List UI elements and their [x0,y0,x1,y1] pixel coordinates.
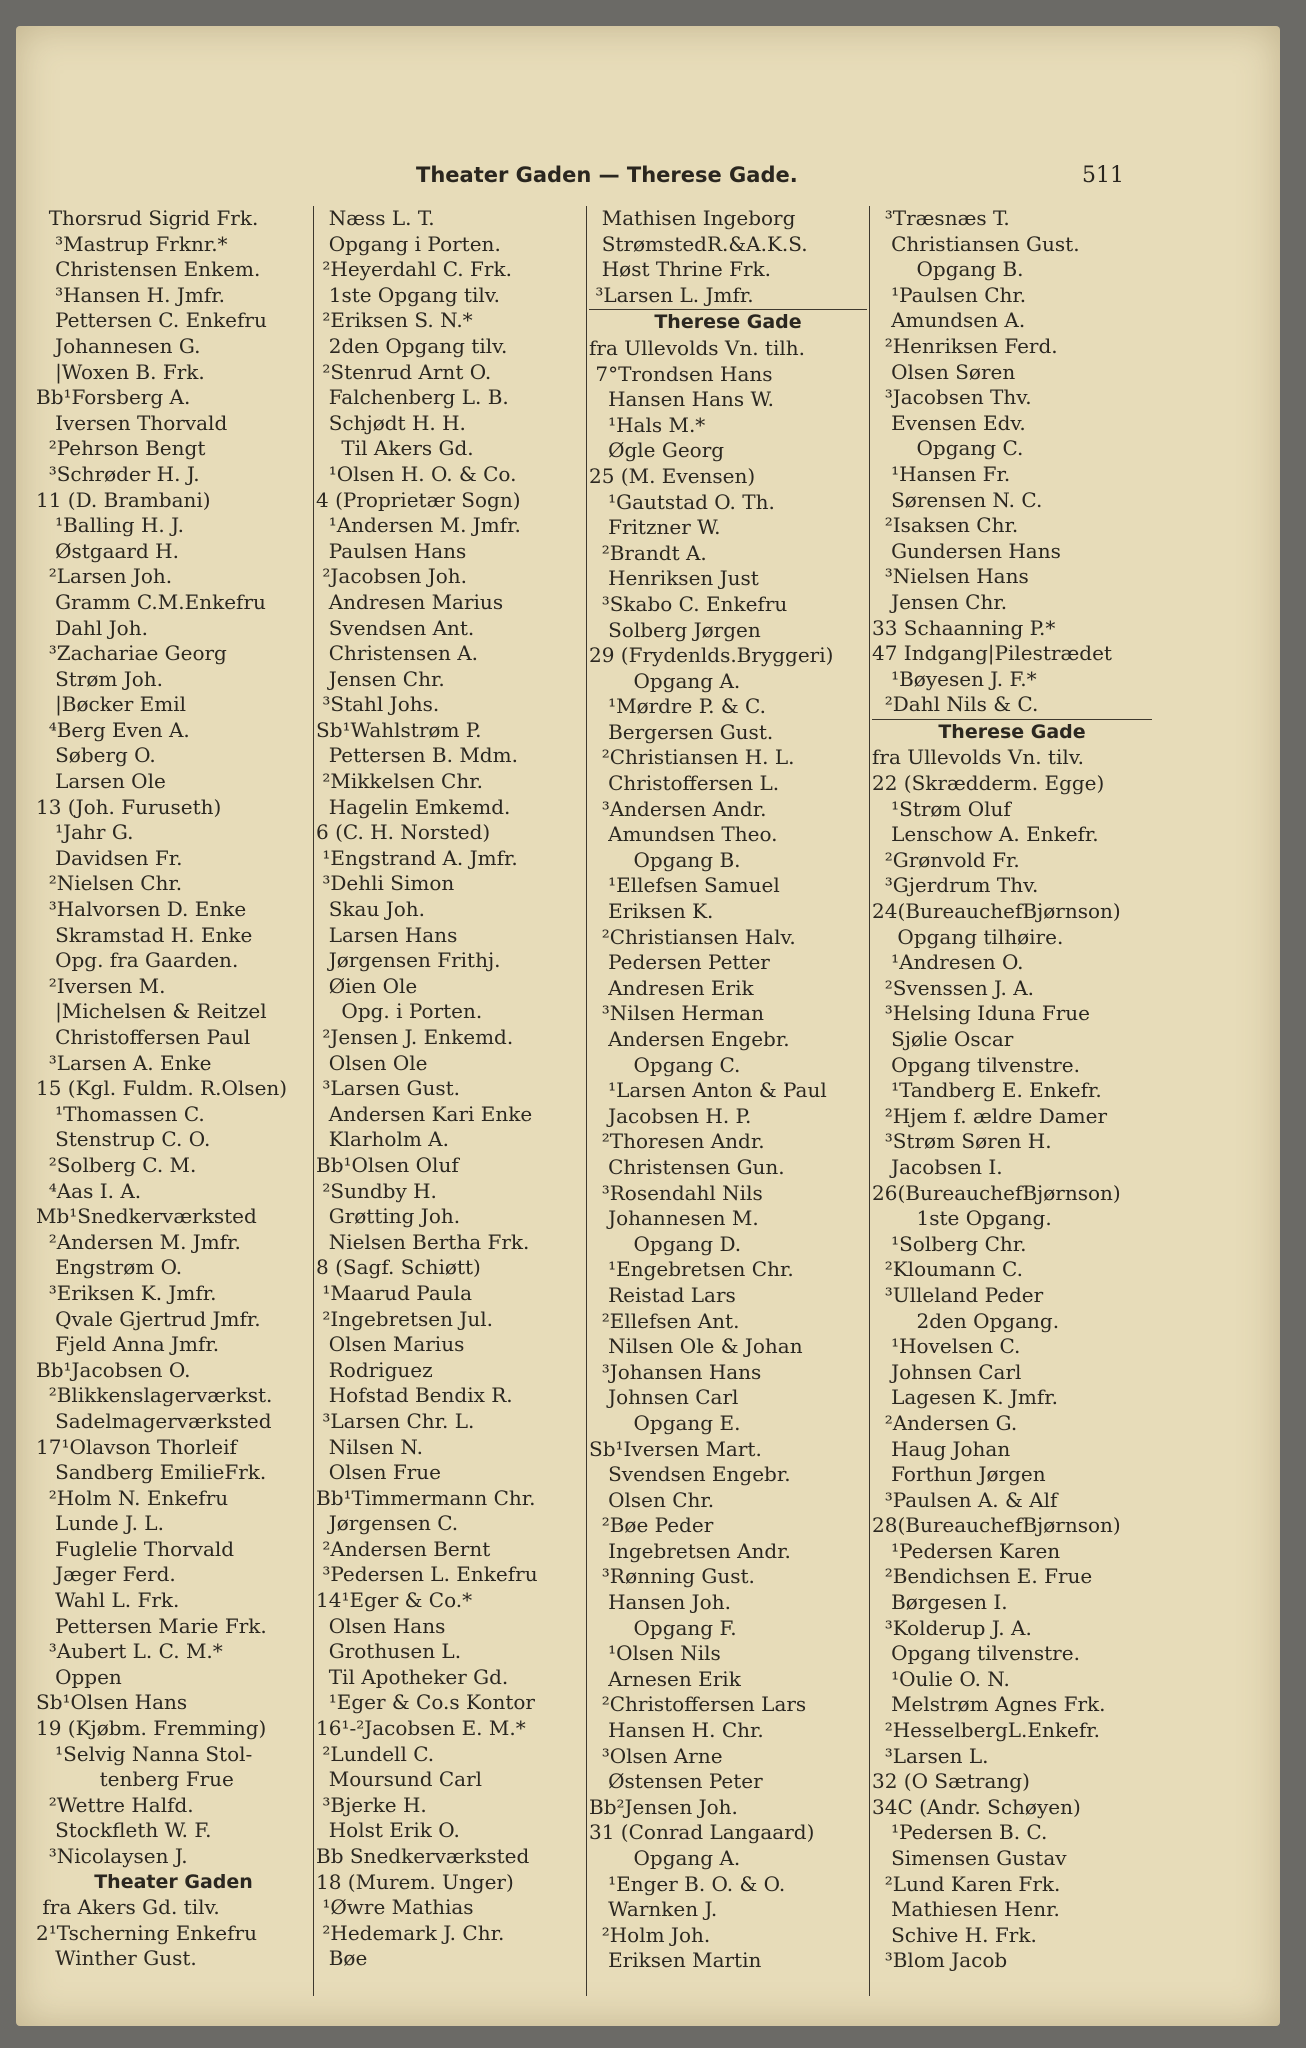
directory-entry: Opgang tilvenstre. [872,1052,1080,1077]
directory-entry: 29 (Frydenlds.Bryggeri) [589,643,834,668]
directory-entry: Lenschow A. Enkefr. [872,822,1099,847]
directory-entry: Jørgensen C. [316,1511,459,1536]
directory-entry: ¹Andresen O. [872,950,1024,975]
directory-entry: Olsen Søren [872,359,1016,384]
directory-entry: ²Kloumann C. [872,1257,1023,1282]
directory-entry: 2den Opgang tilv. [316,333,508,358]
directory-entry: Andresen Erik [589,975,754,1000]
directory-entry: Winther Gust. [36,1946,197,1971]
directory-entry: Oppen [36,1664,122,1689]
directory-entry: Skramstad H. Enke [36,922,253,947]
directory-entry: ³Paulsen A. & Alf [872,1487,1058,1512]
directory-entry: Johannesen G. [36,333,201,358]
directory-entry: Nilsen Ole & Johan [589,1334,803,1359]
directory-entry: Arnesen Erik [589,1666,741,1691]
directory-entry: Forthun Jørgen [872,1462,1046,1487]
directory-entry: ³Larsen L. Jmfr. [589,282,754,307]
directory-entry: ¹Pedersen B. C. [872,1820,1048,1845]
directory-entry: Haug Johan [872,1436,1011,1461]
directory-entry: ²Svenssen J. A. [872,975,1035,1000]
directory-entry: ¹Jahr G. [36,820,134,845]
directory-entry: |Woxen B. Frk. [36,359,205,384]
section-heading: Theater Gaden [94,1870,253,1893]
directory-entry: ²Andersen M. Jmfr. [36,1229,241,1254]
directory-entry: ¹Thomassen C. [36,1101,205,1126]
directory-entry: ²Hedemark J. Chr. [316,1920,505,1945]
directory-entry: Til Akers Gd. [316,436,474,461]
directory-entry: Skau Joh. [316,897,425,922]
directory-entry: Jacobsen I. [872,1154,1003,1179]
directory-entry: Pettersen B. Mdm. [316,743,518,768]
directory-entry: ²Hjem f. ældre Damer [872,1103,1108,1128]
directory-entry: ¹Engebretsen Chr. [589,1257,794,1282]
directory-entry: Wahl L. Frk. [36,1588,180,1613]
directory-entry: ²Brandt A. [589,540,707,565]
directory-entry: Jæger Ferd. [36,1562,176,1587]
directory-entry: Andresen Marius [316,589,504,614]
directory-entry: Reistad Lars [589,1282,736,1307]
directory-entry: Hansen Joh. [589,1590,731,1615]
directory-entry: Opgang tilvenstre. [872,1641,1080,1666]
directory-entry: ²Holm N. Enkefru [36,1485,229,1510]
directory-entry: Til Apotheker Gd. [316,1664,509,1689]
directory-entry: 32 (O Sætrang) [872,1769,1030,1794]
directory-entry: 16¹-²Jacobsen E. M.* [316,1716,526,1741]
directory-entry: ²Jacobsen Joh. [316,564,467,589]
directory-entry: ¹Maarud Paula [316,1280,472,1305]
column-3 [589,206,867,2006]
directory-entry: Grothusen L. [316,1639,462,1664]
directory-entry: Sadelmagerværksted [36,1408,272,1433]
directory-entry: Christensen A. [316,641,479,666]
directory-entry: fra Ullevolds Vn. tilh. [589,335,805,360]
directory-entry: ²Holm Joh. [589,1922,711,1947]
running-title: Theater Gaden — Therese Gade. [416,163,798,187]
directory-entry: Christiansen Gust. [872,231,1080,256]
directory-entry: ¹Eger & Co.s Kontor [316,1690,535,1715]
directory-entry: ²Stenrud Arnt O. [316,359,492,384]
directory-entry: ¹Hals M.* [589,412,706,437]
section-heading: Therese Gade [654,311,802,334]
directory-entry: Sjølie Oscar [872,1027,1014,1051]
directory-entry: ²Dahl Nils & C. [872,692,1039,717]
directory-entry: ²Sundby H. [316,1178,437,1203]
directory-entry: Lagesen K. Jmfr. [872,1385,1059,1410]
directory-entry: Davidsen Fr. [36,845,183,870]
directory-entry: Falchenberg L. B. [316,385,509,410]
directory-entry: Opgang B. [589,847,741,872]
directory-entry: Mathisen Ingeborg [589,206,796,230]
directory-entry: 19 (Kjøbm. Fremming) [36,1716,267,1741]
directory-entry: Næss L. T. [316,206,435,230]
column-2 [316,206,584,2006]
directory-entry: ²Henriksen Ferd. [872,333,1058,358]
directory-entry: ³Larsen L. [872,1743,989,1768]
directory-entry: Dahl Joh. [36,615,148,640]
directory-entry: ⁴Berg Even A. [36,717,190,742]
directory-entry: ²Ingebretsen Jul. [316,1306,494,1331]
directory-entry: Østgaard H. [36,538,179,563]
directory-entry: ¹Hansen Fr. [872,461,1011,486]
directory-entry: Eriksen Martin [589,1948,762,1973]
directory-entry: ³Nielsen Hans [872,564,1029,589]
directory-entry: ³Pedersen L. Enkefru [316,1562,538,1587]
directory-entry: ²HesselbergL.Enkefr. [872,1718,1100,1743]
directory-entry: 47 Indgang|Pilestrædet [872,641,1112,666]
directory-entry: ²Solberg C. M. [36,1152,197,1177]
directory-entry: Pettersen Marie Frk. [36,1613,267,1638]
directory-entry: Svendsen Engebr. [589,1462,791,1487]
directory-entry: Johannesen M. [589,1206,759,1231]
directory-entry: Strøm Joh. [36,666,164,691]
directory-entry: 28(BureauchefBjørnson) [872,1513,1121,1538]
directory-entry: Iversen Thorvald [36,410,228,435]
directory-entry: ³Helsing Iduna Frue [872,1001,1091,1026]
directory-entry: Eriksen K. [589,899,714,924]
directory-entry: Warnken J. [589,1897,718,1922]
directory-entry: ²Heyerdahl C. Frk. [316,257,512,282]
column-divider [313,206,314,1996]
directory-entry: Bøe [316,1946,368,1971]
directory-entry: Opg. fra Gaarden. [36,948,239,973]
directory-entry: 6 (C. H. Norsted) [316,820,491,845]
directory-entry: ¹Enger B. O. & O. [589,1871,786,1896]
directory-entry: 1ste Opgang. [872,1206,1052,1231]
directory-entry: Ingebretsen Andr. [589,1538,791,1563]
directory-entry: 18 (Murem. Unger) [316,1869,514,1894]
directory-entry: Opgang A. [589,668,741,693]
directory-entry: ²Wettre Halfd. [36,1792,194,1817]
directory-entry: ³Strøm Søren H. [872,1129,1052,1154]
directory-entry: Rodriguez [316,1357,433,1382]
directory-entry: 24(BureauchefBjørnson) [872,899,1121,924]
directory-entry: Christensen Enkem. [36,257,261,282]
directory-entry: Bb¹Jacobsen O. [36,1357,191,1382]
directory-entry: Stockfleth W. F. [36,1818,212,1843]
directory-entry: Pedersen Petter [589,950,770,975]
directory-entry: Holst Erik O. [316,1818,460,1843]
directory-entry: Qvale Gjertrud Jmfr. [36,1306,261,1331]
directory-entry: ²Iversen M. [36,973,166,998]
directory-entry: 11 (D. Brambani) [36,487,211,512]
directory-entry: Johnsen Carl [589,1385,739,1410]
directory-entry: Øien Ole [316,973,418,998]
directory-entry: ³Larsen Gust. [316,1076,460,1101]
directory-entry: Opgang B. [872,257,1024,282]
directory-entry: ³Eriksen K. Jmfr. [36,1280,217,1305]
directory-entry: 22 (Skrædderm. Egge) [872,771,1105,796]
directory-entry: Olsen Hans [316,1613,446,1638]
directory-entry: ³Gjerdrum Thv. [872,873,1039,898]
directory-entry: ²Christiansen Halv. [589,924,796,949]
directory-entry: Hagelin Emkemd. [316,794,511,819]
directory-entry: ³Træsnæs T. [872,206,1010,230]
directory-page [16,26,1280,2026]
directory-entry: Opgang A. [589,1846,741,1870]
directory-entry: Christoffersen Paul [36,1025,251,1049]
directory-entry: ¹Øwre Mathias [316,1895,474,1920]
directory-entry: |Bøcker Emil [36,692,186,717]
directory-entry: ⁴Aas I. A. [36,1178,142,1203]
directory-entry: ¹Olsen H. O. & Co. [316,461,517,486]
directory-entry: Olsen Chr. [589,1487,715,1512]
directory-entry: Hansen Hans W. [589,387,774,412]
directory-entry: Mb¹Snedkerværksted [36,1204,257,1229]
directory-entry: ¹Pedersen Karen [872,1538,1061,1563]
directory-entry: Hansen H. Chr. [589,1718,764,1743]
directory-entry: 2¹Tscherning Enkefru [36,1920,257,1945]
directory-entry: ³Hansen H. Jmfr. [36,282,225,307]
directory-entry: ²Larsen Joh. [36,564,173,589]
directory-entry: Christoffersen L. [589,771,780,796]
directory-entry: 17¹Olavson Thorleif [36,1434,237,1459]
directory-entry: ²Andersen Bernt [316,1536,491,1561]
directory-entry: tenberg Frue [36,1767,234,1792]
directory-entry: Sb¹Olsen Hans [36,1690,188,1715]
directory-entry: Larsen Ole [36,769,166,794]
directory-entry: Larsen Hans [316,922,458,947]
directory-entry: Opgang C. [872,436,1024,461]
directory-entry: ³Dehli Simon [316,871,455,896]
directory-entry: Fritzner W. [589,515,721,540]
directory-entry: ¹Andersen M. Jmfr. [316,513,521,538]
directory-entry: Opgang E. [589,1410,741,1435]
column-divider [869,206,870,1996]
directory-entry: ³Rosendahl Nils [589,1180,763,1205]
directory-entry: ²Ellefsen Ant. [589,1308,740,1333]
directory-entry: Søberg O. [36,743,156,768]
directory-entry: Bb²Jensen Joh. [589,1794,738,1819]
directory-entry: Hofstad Bendix R. [316,1383,513,1408]
directory-entry: Høst Thrine Frk. [589,257,772,282]
directory-entry: ¹Gautstad O. Th. [589,489,775,514]
directory-entry: Simensen Gustav [872,1846,1067,1870]
directory-entry: Bb¹Olsen Oluf [316,1152,459,1177]
directory-entry: ²Andersen G. [872,1410,1018,1435]
directory-entry: Nielsen Bertha Frk. [316,1229,530,1254]
directory-entry: Amundsen A. [872,308,1026,333]
directory-entry: ²Christoffersen Lars [589,1692,807,1717]
directory-entry: fra Ullevolds Vn. tilv. [872,745,1085,770]
directory-entry: ¹Selvig Nanna Stol- [36,1741,253,1766]
directory-entry: ³Nilsen Herman [589,1001,764,1026]
directory-entry: ²Nielsen Chr. [36,871,183,896]
directory-entry: 15 (Kgl. Fuldm. R.Olsen) [36,1076,288,1101]
directory-entry: Paulsen Hans [316,538,467,563]
directory-entry: Melstrøm Agnes Frk. [872,1692,1106,1717]
directory-entry: Engstrøm O. [36,1255,183,1280]
directory-entry: ³Larsen A. Enke [36,1050,212,1075]
directory-entry: ²Eriksen S. N.* [316,308,473,333]
directory-entry: Jensen Chr. [316,666,445,691]
directory-entry: Sb¹Wahlstrøm P. [316,717,482,742]
directory-entry: ¹Larsen Anton & Paul [589,1078,827,1103]
column-1 [36,206,311,2006]
directory-entry: ³Aubert L. C. M.* [36,1639,223,1664]
directory-entry: Bergersen Gust. [589,719,774,744]
directory-entry: ¹Ellefsen Samuel [589,873,780,898]
directory-entry: Johnsen Carl [872,1359,1022,1384]
directory-entry: Østensen Peter [589,1769,763,1794]
directory-entry: ¹Bøyesen J. F.* [872,666,1037,691]
directory-entry: ¹Olsen Nils [589,1641,721,1666]
directory-entry: Opgang D. [589,1231,742,1256]
directory-entry: Opgang C. [589,1052,741,1077]
directory-entry: ³Olsen Arne [589,1743,723,1768]
section-heading: Therese Gade [938,720,1086,743]
directory-entry: StrømstedR.&A.K.S. [589,231,808,256]
directory-entry: ²Isaksen Chr. [872,513,1019,538]
directory-entry: Andersen Kari Enke [316,1101,533,1126]
directory-entry: ¹Solberg Chr. [872,1231,1027,1256]
directory-entry: 4 (Proprietær Sogn) [316,487,521,512]
directory-entry: Jacobsen H. P. [589,1103,752,1128]
directory-entry: ²Lund Karen Frk. [872,1871,1061,1896]
directory-entry: Opgang tilhøire. [872,924,1064,949]
column-4 [872,206,1152,2006]
directory-entry: Opgang i Porten. [316,231,501,256]
directory-entry: 1ste Opgang tilv. [316,282,501,307]
directory-entry: Olsen Frue [316,1460,441,1485]
directory-entry: ²Thoresen Andr. [589,1129,765,1154]
directory-entry: 7°Trondsen Hans [589,361,773,386]
directory-entry: Gundersen Hans [872,538,1061,563]
directory-entry: ²Bendichsen E. Frue [872,1564,1093,1589]
page-number: 511 [1082,163,1124,188]
directory-entry: ³Skabo C. Enkefru [589,591,788,616]
directory-entry: Andersen Engebr. [589,1027,790,1051]
directory-entry: Henriksen Just [589,566,759,591]
directory-entry: Schjødt H. H. [316,410,466,435]
directory-entry: Bb¹Timmermann Chr. [316,1485,536,1510]
directory-entry: ³Andersen Andr. [589,796,767,821]
directory-entry: Christensen Gun. [589,1154,785,1179]
directory-entry: ³Schrøder H. J. [36,461,200,486]
directory-entry: Gramm C.M.Enkefru [36,589,266,614]
directory-entry: 33 Schaanning P.* [872,615,1056,640]
directory-entry: |Michelsen & Reitzel [36,999,267,1024]
directory-entry: ¹Balling H. J. [36,513,184,538]
directory-entry: ¹Hovelsen C. [872,1334,1021,1359]
column-divider [586,206,587,1996]
directory-entry: 31 (Conrad Langaard) [589,1820,815,1845]
directory-entry: ³Bjerke H. [316,1792,427,1817]
directory-entry: ³Ulleland Peder [872,1282,1044,1307]
directory-entry: ³Mastrup Frknr.* [36,231,228,256]
directory-entry: Klarholm A. [316,1127,449,1152]
directory-entry: ³Blom Jacob [872,1948,1008,1973]
directory-entry: Fuglelie Thorvald [36,1536,235,1561]
directory-entry: Fjeld Anna Jmfr. [36,1332,220,1357]
directory-entry: Evensen Edv. [872,410,1026,435]
directory-entry: Moursund Carl [316,1767,483,1792]
directory-entry: 14¹Eger & Co.* [316,1588,473,1613]
directory-entry: ³Zachariae Georg [36,641,227,666]
directory-entry: Solberg Jørgen [589,617,761,642]
directory-entry: 34C (Andr. Schøyen) [872,1794,1081,1819]
directory-entry: Amundsen Theo. [589,822,778,847]
directory-entry: Mathiesen Henr. [872,1897,1060,1922]
directory-entry: Sb¹Iversen Mart. [589,1436,762,1461]
directory-entry: Børgesen I. [872,1590,1008,1615]
directory-entry: Opg. i Porten. [316,999,483,1024]
directory-entry: Thorsrud Sigrid Frk. [36,206,259,230]
directory-entry: Schive H. Frk. [872,1922,1037,1947]
directory-entry: Jørgensen Frithj. [316,948,501,973]
directory-entry: 8 (Sagf. Schiøtt) [316,1255,481,1280]
directory-entry: ³Stahl Johs. [316,692,440,717]
directory-entry: ¹Mørdre P. & C. [589,694,766,719]
directory-entry: ²Grønvold Fr. [872,847,1020,872]
directory-entry: Stenstrup C. O. [36,1127,211,1152]
directory-entry: ¹Strøm Oluf [872,796,1011,821]
directory-entry: fra Akers Gd. tilv. [36,1895,220,1920]
directory-entry: Pettersen C. Enkefru [36,308,267,333]
directory-entry: ¹Engstrand A. Jmfr. [316,845,518,870]
directory-entry: ³Halvorsen D. Enke [36,897,247,922]
directory-entry: ¹Paulsen Chr. [872,282,1027,307]
directory-entry: Sørensen N. C. [872,487,1043,512]
directory-entry: Bb¹Forsberg A. [36,385,191,410]
directory-entry: Nilsen N. [316,1434,423,1459]
directory-entry: 13 (Joh. Furuseth) [36,794,222,819]
directory-entry: ²Bøe Peder [589,1513,714,1538]
directory-entry: Olsen Ole [316,1050,428,1075]
directory-entry: Lunde J. L. [36,1511,164,1536]
directory-entry: ²Pehrson Bengt [36,436,206,461]
directory-entry: Opgang F. [589,1615,737,1640]
directory-entry: ³Johansen Hans [589,1359,762,1384]
directory-entry: Grøtting Joh. [316,1204,461,1229]
directory-entry: Svendsen Ant. [316,615,475,640]
directory-entry: 26(BureauchefBjørnson) [872,1180,1121,1205]
directory-entry: Olsen Marius [316,1332,465,1357]
directory-entry: ²Christiansen H. L. [589,745,795,770]
directory-entry: ²Lundell C. [316,1741,435,1766]
directory-entry: Jensen Chr. [872,589,1008,614]
directory-entry: ¹Oulie O. N. [872,1666,1010,1691]
directory-entry: ³Kolderup J. A. [872,1615,1032,1640]
directory-entry: ²Blikkenslagerværkst. [36,1383,273,1408]
directory-entry: Sandberg EmilieFrk. [36,1460,267,1485]
directory-entry: ³Rønning Gust. [589,1564,755,1589]
directory-entry: Bb Snedkerværksted [316,1844,530,1868]
directory-entry: ²Mikkelsen Chr. [316,769,483,794]
directory-entry: ¹Tandberg E. Enkefr. [872,1078,1102,1103]
directory-entry: ²Jensen J. Enkemd. [316,1025,514,1049]
directory-entry: ³Jacobsen Thv. [872,385,1032,410]
directory-entry: Øgle Georg [589,438,725,463]
directory-entry: 25 (M. Evensen) [589,463,756,488]
directory-entry: 2den Opgang. [872,1308,1060,1333]
directory-entry: ³Larsen Chr. L. [316,1408,475,1433]
directory-entry: ³Nicolaysen J. [36,1844,188,1868]
